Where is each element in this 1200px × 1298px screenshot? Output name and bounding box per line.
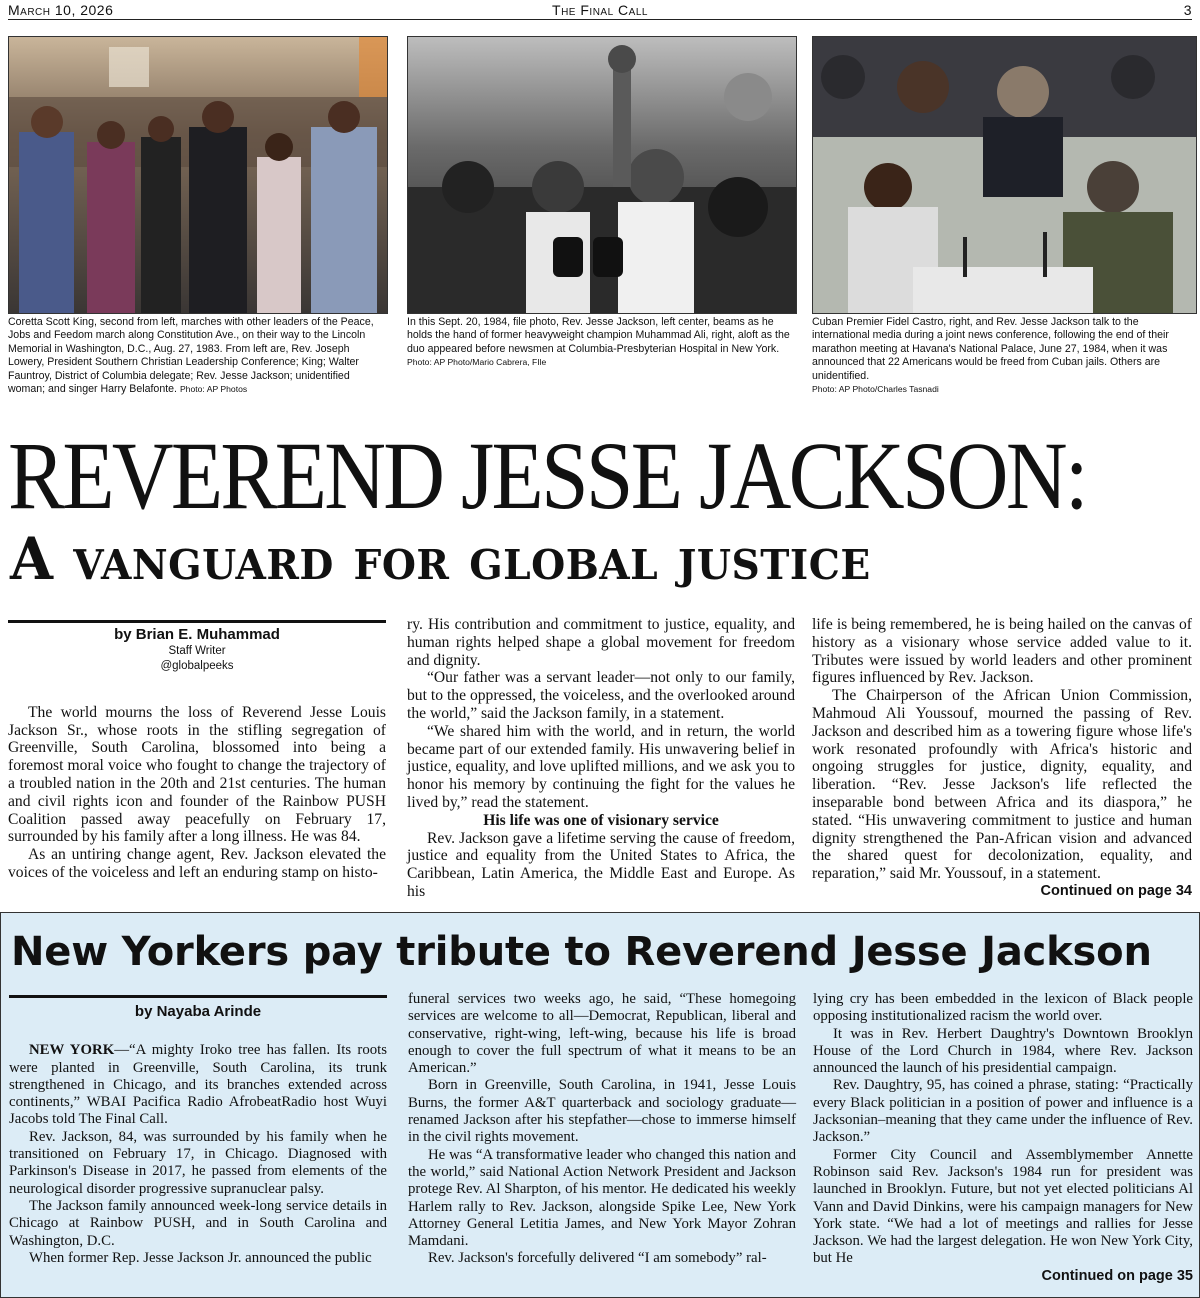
byline <box>8 626 386 674</box>
author-role: Staff Writer <box>168 644 226 657</box>
ali-photo <box>407 36 797 314</box>
paragraph: He was “A transformative leader who changed this nation and the world,” said National Action Network President and Jackson protege Rev. Al Sharpton, of his mentor. He dedicated his weekly Harlem rally to Rev. Jackson, alongside Spike Lee, New York Attorney General Letitia James, and New York Mayor Zohran Mamdani. <box>408 1146 796 1250</box>
paragraph: “We shared him with the world, and in return, the world became part of our extended family. His unwavering belief in justice, equality, and love uplifted millions, and we ask you to honor his memory by continuing the fight for the values he lived by,” read the statement. <box>407 722 795 811</box>
caption-text: Coretta Scott King, second from left, marches with other leaders of the Peace, Jobs and Feedom march along Constitution Ave., on their way to the Lincoln Memorial in Washington, D.C., Aug. 27, 1983. From left are, Rev. Joseph Lowery, President Southern Christian Leadership Conference; King; Walter Fauntroy, District of Columbia delegate; Rev. Jesse Jackson; unidentified woman; and singer Harry Belafonte. <box>8 316 374 396</box>
tribute-headline: New Yorkers pay tribute to Reverend Jesse Jackson <box>11 929 1152 975</box>
byline-rule <box>9 995 387 998</box>
continued-link[interactable]: Continued on page 34 <box>1040 882 1192 899</box>
paragraph: Rev. Jackson, 84, was surrounded by his family when he transitioned on February 17, in Chicago. Diagnosed with Parkinson's Disease in 2017, he passed from elements of the neurological disorder progressive supranuclear palsy. <box>9 1128 387 1197</box>
paragraph: Rev. Jackson gave a lifetime serving the cause of freedom, justice and equality from the United States to Africa, the Caribbean, Latin America, the Middle East and Europe. As his <box>407 829 795 900</box>
author-name: by Nayaba Arinde <box>134 1003 262 1020</box>
paragraph: When former Rep. Jesse Jackson Jr. announced the public <box>29 1249 372 1266</box>
paragraph: It was in Rev. Herbert Daughtry's Downtown Brooklyn House of the Lord Church in 1984, where Rev. Jackson announced the launch of his presidential campaign. <box>813 1025 1193 1077</box>
paragraph: funeral services two weeks ago, he said, “These homegoing services are welcome to all—Democrat, Republican, liberal and conservative, right-wing, left-wing, because his life is broad enough to cover the full spectrum of what it means to be an American.” <box>408 991 796 1077</box>
article2-column-2 <box>408 991 796 1268</box>
march-photo-image <box>9 37 387 313</box>
paragraph: life is being remembered, he is being hailed on the canvas of history as a visionary whose service added value to it. Tributes were issued by world leaders and other prominent figures influenced by Rev. Jackson. <box>812 616 1192 687</box>
march-photo <box>8 36 388 314</box>
paragraph: The Chairperson of the African Union Commission, Mahmoud Ali Youssouf, mourned the passing of Rev. Jackson and described him as a towering figure whose life's work resonated profoundly with Africa's historic and ongoing struggles for justice, dignity, equality, and liberation. “Rev. Jesse Jackson's life reflected the inseparable bond between Africa and its diaspora,” he stated. “His unwavering commitment to justice and human dignity strengthened the Pan-African vision and advanced the shared quest for decolonization, equality, and reparation,” said Mr. Youssouf, in a statement. <box>812 687 1192 883</box>
masthead <box>8 0 1192 20</box>
article2-column-3 <box>813 991 1193 1285</box>
author-name: by Brian E. Muhammad <box>114 626 280 643</box>
paragraph: Rev. Daughtry, 95, has coined a phrase, stating: “Practically every Black politician in a position of power and influence is a Jacksonian–meaning that they came under the influence of Rev. Jackson.” <box>813 1077 1193 1146</box>
section-subhead: His life was one of visionary service <box>483 811 719 829</box>
publication-name: The Final Call <box>552 1 648 18</box>
byline <box>9 1001 387 1020</box>
article1-column-2 <box>407 616 795 901</box>
castro-photo-caption <box>812 316 1195 396</box>
paragraph: Rev. Jackson's forcefully delivered “I am somebody” ral- <box>428 1250 767 1267</box>
caption-text: Cuban Premier Fidel Castro, right, and Rev. Jesse Jackson talk to the international media during a joint news conference, following the end of their marathon meeting at Havana's National Palace, June 27, 1984, when it was announced that 22 Americans would be freed from Cuban jails. Others are unidentified. <box>812 316 1169 382</box>
castro-photo <box>812 36 1197 314</box>
main-subheadline: A vanguard for global justice <box>10 525 871 593</box>
ali-photo-image <box>408 37 796 313</box>
castro-photo-image <box>813 37 1196 313</box>
article1-column-1 <box>8 626 386 882</box>
march-photo-caption <box>8 316 386 396</box>
paragraph: The world mourns the loss of Reverend Jesse Louis Jackson Sr., whose roots in the stifling segregation of Greenville, South Carolina, blossomed into being a foremost moral voice who fought to change the trajectory of a troubled nation in the 20th and 21st centuries. The human and civil rights icon and founder of the Rainbow PUSH Coalition passed away peacefully on February 17, surrounded by his family after a long illness. He was 84. <box>8 703 386 846</box>
paragraph: —“A mighty Iroko tree has fallen. Its roots were planted in Greenville, South Carolina, its trunk strengthened in Chicago, and its branches extended across continents,” WBAI Pacifica Radio AfrobeatRadio host Wuyi Jacobs told The Final Call. <box>9 1042 387 1128</box>
dateline: NEW YORK <box>29 1042 115 1059</box>
continued-link[interactable]: Continued on page 35 <box>1041 1267 1193 1284</box>
tribute-article-box <box>0 912 1200 1298</box>
paragraph: lying cry has been embedded in the lexicon of Black people opposing institutionalized racism the world over. <box>813 991 1193 1025</box>
paragraph: ry. His contribution and commitment to justice, equality, and human rights helped shape a global movement for freedom and dignity. <box>407 616 795 669</box>
ali-photo-caption <box>407 316 795 370</box>
paragraph: As an untiring change agent, Rev. Jackson elevated the voices of the voiceless and left an enduring stamp on histo- <box>8 846 386 881</box>
paragraph: “Our father was a servant leader—not only to our family, but to the oppressed, the voiceless, and the overlooked around the world,” said the Jackson family, in a statement. <box>407 669 795 722</box>
byline-rule <box>8 620 386 623</box>
article2-column-1 <box>9 1001 387 1267</box>
photo-credit: Photo: AP Photo/Mario Cabrera, FIle <box>407 357 547 368</box>
caption-text: In this Sept. 20, 1984, file photo, Rev. Jesse Jackson, left center, beams as he holds the hand of former heavyweight champion Muhammad Ali, right, aloft as the duo appeared before newsmen at Columbia-Presbyterian Hospital in New York. <box>407 316 790 355</box>
paragraph: Born in Greenville, South Carolina, in 1941, Jesse Louis Burns, the former A&T quarterback and sociology graduate—renamed Jackson after his stepfather—chose to immerse himself in the civil rights movement. <box>408 1077 796 1146</box>
issue-date: March 10, 2026 <box>8 1 114 18</box>
author-handle: @globalpeeks <box>160 659 234 672</box>
photo-credit: Photo: AP Photos <box>179 384 248 395</box>
paragraph: The Jackson family announced week-long service details in Chicago at Rainbow PUSH, and in South Carolina and Washington, D.C. <box>9 1197 387 1249</box>
paragraph: Former City Council and Assemblymember Annette Robinson said Rev. Jackson's 1984 run for president was launched in Brooklyn. Future, but not yet elected politicians Al Vann and David Dinkins, were his campaign managers for New York state. “We had a lot of meetings and rallies for Jesse Jackson. We had the largest delegation. He won New York City, but He <box>813 1146 1193 1267</box>
main-headline: REVEREND JESSE JACKSON: <box>8 422 1086 529</box>
article1-column-3 <box>812 616 1192 901</box>
photo-credit: Photo: AP Photo/Charles Tasnadi <box>812 384 939 395</box>
page-number: 3 <box>1183 1 1192 18</box>
